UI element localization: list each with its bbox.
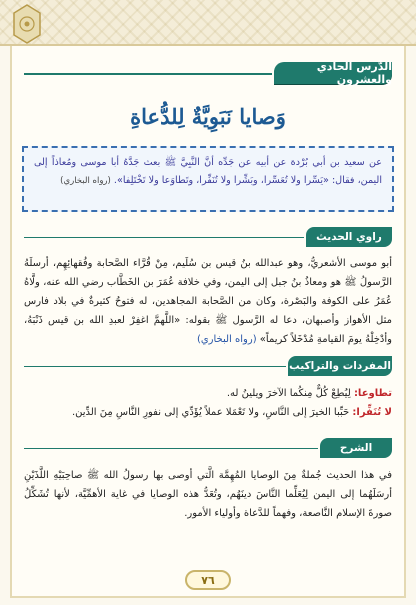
lesson-label: الدَّرس الحادي والعشرون (274, 62, 392, 84)
narrator-rule (24, 237, 304, 238)
vocab-heading: المفردات والتراكيب (288, 356, 392, 376)
vocab-rule (24, 366, 286, 367)
vocab-list (24, 384, 392, 422)
vocab-item (24, 384, 392, 403)
narrator-heading: راوي الحديث (306, 227, 392, 247)
vocab-item (24, 403, 392, 422)
vocab-term: لا تُنَفِّرا: (352, 407, 392, 418)
narrator-paragraph (24, 254, 392, 349)
hadith-box (22, 146, 394, 212)
page-title: وَصايا نَبَوِيَّةٌ لِلدُّعاةِ (130, 104, 286, 129)
lesson-rule (24, 73, 272, 75)
ornament-medallion-icon (8, 2, 46, 46)
hadith-reference: (رواه البخاري) (60, 176, 111, 186)
narrator-reference: (رواه البخاري) (196, 334, 257, 345)
explanation-rule (24, 448, 318, 449)
explanation-heading: الشرح (320, 438, 392, 458)
vocab-meaning: لِيُطِعْ كُلٌّ مِنكُما الآخرَ ويلينُ له. (226, 388, 351, 399)
hadith-text: عن سعيد بن أبي بُرْدة عن أبيه عن جَدِّه أنَّ النَّبِيَّ ﷺ بعث جَدَّهُ أبا موسى ومُعاذاً إلى اليمن، فقال: «يَسِّرا ولا تُعَسِّرا، وبَشِّرا ولا تُنَفِّرا، وتَطاوَعا ولا تَخْتَلِفا». (34, 157, 382, 186)
narrator-text: أبو موسى الأشعريُّ، وهو عبدالله بنُ قيس بن سُلَيم، مِنْ قُرَّاء الصَّحابة وفُقهائِهِم، أرسلَهُ الرَّسولُ ﷺ هو ومعاذُ بنُ جبل إلى اليمن، وفي خلافة عُمَرَ بن الخَطَّاب رضي الله عنه، ولَّاهُ عُمَرُ على الكوفة والبَصْرة، وكان من الصَّحابة المجاهدين، له فتوحُ كثيرةٌ في بلاد فارس مثل الأهواز وأصبهان، دعا له الرَّسول ﷺ بقوله: «اللَّهمَّ اغفِرْ لعبدِ الله بن قيس ذَنْبَهُ، وأدْخِلْهُ يومَ القيامةِ مُدْخَلاً كريماً» (24, 258, 392, 345)
page-body (10, 46, 406, 598)
page-number: ٧٦ (185, 570, 231, 590)
explanation-paragraph: في هذا الحديث جُملةٌ مِنَ الوصايا المُهِمَّة الَّتي أوصى بها رسولُ الله ﷺ صاحِبَيْهِ اللَّذَيْنِ أرسَلَهُما إلى اليمن لِيُعَلِّما النَّاسَ دينَهُم، وتُعَدُّ هذه الوصايا في غاية الأهمِّيَّة، لأنها تُشَكِّلُ صورةَ الإسلام النَّاصعة، وفهماً للدَّعاة وأولياء الأمور. (24, 470, 392, 519)
vocab-meaning: حَبِّبا الخيرَ إلى النَّاسِ، ولا تَعْمَلا عملاً يُؤَدِّي إلى نفورِ النَّاسِ مِنَ الدِّين. (71, 407, 350, 418)
decorative-header-band (0, 0, 416, 46)
vocab-term: تطاوعا: (353, 388, 392, 399)
